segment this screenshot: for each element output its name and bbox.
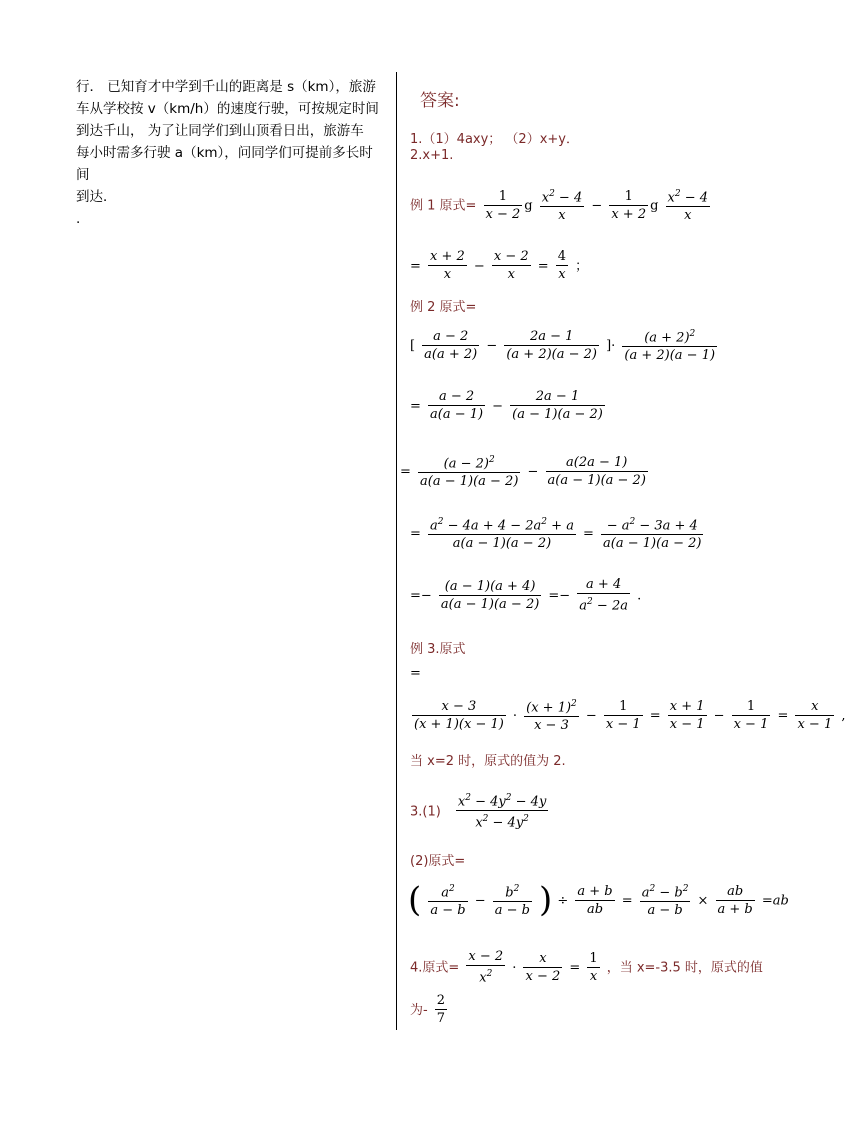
problem-line: 到达千山， 为了让同学们到山顶看日出，旅游车 <box>76 123 364 139</box>
fraction: $\frac{2a - 1}{(a - 1)(a - 2)}$ <box>512 389 603 422</box>
fraction: $\frac{x + 2}{x}$ <box>430 249 465 282</box>
fraction: $\frac{(a - 2)^2}{a(a - 1)(a - 2)}$ <box>418 452 520 490</box>
example-2-line-5: =− $\frac{(a - 1)(a + 4)}{a(a - 1)(a - 2)}$ =− $\frac{a + 4}{a^2 - 2a}$ . <box>410 577 642 614</box>
fraction: $\frac{2a - 1}{(a + 2)(a - 2)}$ <box>506 328 597 362</box>
question-3-2-label: (2)原式= <box>410 854 466 869</box>
example-2-line-2: = $\frac{a - 2}{a(a - 1)}$ − $\frac{2a - 1}{(a - 1)(a - 2)}$ <box>410 389 603 422</box>
fraction: $\frac{ab}{a + b}$ <box>717 883 753 917</box>
fraction: $\frac{x^2 - 4}{x}$ <box>540 186 585 224</box>
fraction: $\frac{a - 2}{a(a + 2)}$ <box>424 328 478 362</box>
fraction: $\frac{(x + 1)^2}{x - 3}$ <box>524 696 579 734</box>
question-4-tail: ，当 x=-3.5 时，原式的值 <box>606 960 763 976</box>
example-1-label: 例 1 原式= <box>410 198 477 214</box>
fraction: $\frac{a^2}{a - b}$ <box>428 881 467 919</box>
equals-sign: = <box>410 666 421 681</box>
problem-line: 车从学校按 v（km/h）的速度行驶，可按规定时间 <box>76 101 379 117</box>
answer-2: 2.x+1. <box>410 148 454 163</box>
fraction: $\frac{1}{x - 2}$ <box>485 188 521 222</box>
question-4-line: 4.原式= $\frac{x - 2}{x^2}$ · $\frac{x}{x - 2}$ = $\frac{1}{x}$ ，当 x=-3.5 时，原式的值 <box>410 949 763 986</box>
fraction: $\frac{a - 2}{a(a - 1)}$ <box>430 389 484 422</box>
fraction: $\frac{1}{x - 1}$ <box>733 698 769 732</box>
fraction: $\frac{1}{x}$ <box>589 950 598 984</box>
fraction: $\frac{a^2 - 4a + 4 - 2a^2 + a}{a(a - 1)(a - 2)}$ <box>428 514 576 552</box>
fraction: $\frac{x - 2}{x^2}$ <box>468 949 504 986</box>
fraction: $\frac{x - 2}{x}$ <box>493 249 529 282</box>
question-4-answer <box>410 992 449 1027</box>
fraction: $\frac{1}{x + 2}$ <box>611 188 647 222</box>
fraction: $\frac{a + 4}{a^2 - 2a}$ <box>579 577 628 614</box>
fraction: $\frac{x + 1}{x - 1}$ <box>669 698 705 732</box>
example-3-conclusion: 当 x=2 时，原式的值为 2. <box>410 754 566 769</box>
example-2-line-3: = $\frac{(a - 2)^2}{a(a - 1)(a - 2)}$ − $\frac{a(2a - 1)}{a(a - 1)(a - 2)}$ <box>400 452 650 490</box>
question-3-label: 3.(1) <box>410 804 441 820</box>
answer-1: 1.（1）4axy； （2）x+y． <box>410 132 579 147</box>
answer-heading: 答案: <box>420 91 460 111</box>
problem-line: 到达． <box>76 189 117 205</box>
fraction: $\frac{x^2 - 4y^2 - 4y}{x^2 - 4y^2}$ <box>456 790 548 832</box>
question-3-1 <box>410 790 550 832</box>
problem-text <box>76 76 386 230</box>
fraction: $\frac{(a - 1)(a + 4)}{a(a - 1)(a - 2)}$ <box>440 578 540 612</box>
question-4-last: 为- <box>410 1003 428 1018</box>
example-1-line-2: = $\frac{x + 2}{x}$ − $\frac{x - 2}{x}$ = $\frac{4}{x}$ ； <box>410 249 589 282</box>
fraction: $\frac{b^2}{a - b}$ <box>493 881 532 919</box>
fraction: $\frac{x^2 - 4}{x}$ <box>666 186 711 224</box>
fraction: $\frac{a^2 - b^2}{a - b}$ <box>640 881 691 919</box>
problem-line: 行． 已知育才中学到千山的距离是 s（km），旅游 <box>76 79 376 95</box>
fraction: $\frac{x}{x - 1}$ <box>797 698 833 732</box>
fraction: $\frac{4}{x}$ <box>557 249 566 282</box>
fraction: $\frac{x}{x - 2}$ <box>525 950 561 984</box>
column-divider <box>396 72 397 1030</box>
example-2-line-4: = $\frac{a^2 - 4a + 4 - 2a^2 + a}{a(a - 1)(a - 2)}$ = $\frac{- a^2 - 3a + 4}{a(a - 1)(a - 2)}$ <box>410 514 705 552</box>
example-2-line-1: [ $\frac{a - 2}{a(a + 2)}$ − $\frac{2a - 1}{(a + 2)(a - 2)}$ ]· $\frac{(a + 2)^2}{(a + 2)(a - 1)}$ <box>410 326 719 364</box>
fraction: $\frac{2}{7}$ <box>436 993 446 1026</box>
question-3-2-line: ( $\frac{a^2}{a - b}$ − $\frac{b^2}{a - b}$ ) ÷ $\frac{a + b}{ab}$ = $\frac{a^2 - b^2}{a - b}$ × $\frac{ab}{a + b}$ =ab <box>408 880 789 920</box>
problem-line: 每小时需多行驶 a（km），问同学们可提前多长时间 <box>76 145 373 183</box>
example-2-label: 例 2 原式= <box>410 300 477 315</box>
fraction: $\frac{a + b}{ab}$ <box>577 883 613 917</box>
example-3-line-1: $\frac{x - 3}{(x + 1)(x - 1)}$ · $\frac{(x + 1)^2}{x - 3}$ − $\frac{1}{x - 1}$ = $\frac{x + 1}{x - 1}$ − $\frac{1}{x - 1}$ = $\frac{x}{x - 1}$ <box>410 696 845 734</box>
fraction: $\frac{a(2a - 1)}{a(a - 1)(a - 2)}$ <box>547 454 646 488</box>
fraction: $\frac{(a + 2)^2}{(a + 2)(a - 1)}$ <box>622 326 717 364</box>
fraction: $\frac{- a^2 - 3a + 4}{a(a - 1)(a - 2)}$ <box>601 514 703 552</box>
example-1-line-1: 例 1 原式= $\frac{1}{x - 2}$ g $\frac{x^2 - 4}{x}$ − $\frac{1}{x + 2}$ g $\frac{x^2 - 4}{x}$ <box>410 186 712 224</box>
fraction: $\frac{1}{x - 1}$ <box>605 698 641 732</box>
fraction: $\frac{x - 3}{(x + 1)(x - 1)}$ <box>414 698 504 732</box>
problem-line: . <box>76 211 81 227</box>
example-3-label: 例 3.原式 <box>410 642 466 657</box>
question-4-label: 4.原式= <box>410 960 460 976</box>
